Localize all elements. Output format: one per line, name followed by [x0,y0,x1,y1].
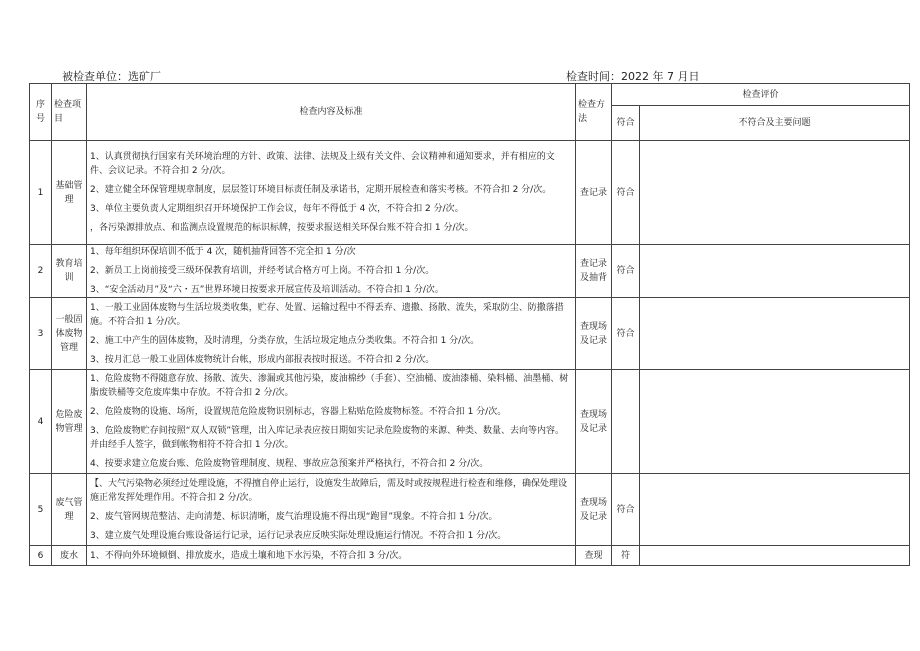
row-method: 查记录及抽背 [576,245,612,298]
row-seq: 6 [30,546,52,566]
header-conform: 符合 [612,106,640,141]
row-problems [640,245,910,298]
row-content [87,298,576,370]
row-problems [640,141,910,245]
row-problems [640,298,910,370]
content-line: 1、认真贯彻执行国家有关环境治理的方针、政策、法律、法规及上级有关文件、会议精神和通知要求，并有相应的文件、会议记录。不符合扣 2 分/次。 [90,152,555,176]
row-conform: 符合 [612,141,640,245]
row-method: 查记录 [576,141,612,245]
header-problems: 不符合及主要问题 [640,106,910,141]
row-item: 危险废物管理 [52,370,87,474]
table-row [30,245,910,298]
row-item: 教育培训 [52,245,87,298]
row-item: 一般固体废物管理 [52,298,87,370]
content-line: 2、废气管网规范整洁、走向清楚、标识清晰，废气治理设施不得出现“跑冒”现象。不符合扣 1 分/次。 [90,511,498,522]
content-line: 1、不得向外环境倾倒、排放废水，造成土壤和地下水污染，不符合扣 3 分/次。 [90,550,408,561]
table-row [30,546,910,566]
content-line: 2、新员工上岗前接受三级环保教育培训，并经考试合格方可上岗。不符合扣 1 分/次。 [90,266,435,276]
row-conform: 符 [612,546,640,566]
content-line: 【、大气污染物必须经过处理设施，不得擅自停止运行，设施发生故障后，需及时或按规程进行检查和维修，确保处理设施正常发挥处理作用。不符合扣 2 分/次。 [90,478,568,503]
row-item: 基础管理 [52,141,87,245]
row-method: 查现场及记录 [576,370,612,474]
table-row [30,370,910,474]
row-seq: 1 [30,141,52,245]
table-row [30,298,910,370]
inspected-unit: 被检查单位：选矿厂 [62,70,161,83]
row-seq: 3 [30,298,52,370]
row-content [87,141,576,245]
row-content [87,546,576,566]
table-row [30,474,910,546]
header-content: 检查内容及标准 [87,84,576,141]
row-item: 废水 [52,546,87,566]
header-method: 检查方法 [576,84,612,141]
content-line: 3、单位主要负责人定期组织召开环境保护工作会议，每年不得低于 4 次，不符合扣 2 分/次。 [90,204,464,214]
content-line: 1、每年组织环保培训不低于 4 次，随机抽背回答不完全扣 1 分/次 [90,247,356,257]
row-content [87,474,576,546]
content-line: 3、建立废气处理设施台账设备运行记录，运行记录表应反映实际处理设施运行情况。不符合扣 1 分/次。 [90,530,507,541]
header-seq: 序号 [30,84,52,141]
row-content [87,370,576,474]
content-line: 2、施工中产生的固体废物，及时清理，分类存放，生活垃圾定地点分类收集。不符合扣 1 分/次。 [90,335,480,346]
row-conform: 符合 [612,245,640,298]
row-conform [612,370,640,474]
content-line: 4、按要求建立危废台账、危险废物管理制度、规程、事故应急预案并严格执行，不符合扣 2 分/次。 [90,459,489,469]
content-line: 1、一般工业固体废物与生活垃圾类收集，贮存、处置、运输过程中不得丢弃、遗撒、扬散、流失，采取防尘、防撒落措施。不符合扣 1 分/次。 [90,302,564,327]
row-conform: 符合 [612,298,640,370]
row-seq: 5 [30,474,52,546]
content-line: 2、建立健全环保管理规章制度，层层签订环境目标责任制及承诺书，定期开展检查和落实考核。不符合扣 2 分/次。 [90,185,552,195]
content-line: 2、危险废物的设施、场所，设置规范危险废物识别标志，容器上粘贴危险废物标签。不符合扣 1 分/次。 [90,407,507,417]
content-line: 1、危险废物不得随意存放、扬散、流失、渗漏或其他污染，废油棉纱（手套）、空油桶、废油漆桶、染料桶、油墨桶、树脂废铁桶等交危废库集中存放。不符合扣 2 分/次。 [90,374,569,398]
table-row [30,141,910,245]
row-content [87,245,576,298]
row-problems [640,474,910,546]
header-item: 检查项目 [52,84,87,141]
row-seq: 4 [30,370,52,474]
header-evaluation: 检查评价 [612,84,910,106]
content-line: ，各污染源排放点、和监测点设置规范的标识标牌，按要求报送相关环保台账不符合扣 1 分/次。 [90,223,474,233]
row-method: 查现场及记录 [576,474,612,546]
inspection-table [29,83,910,566]
content-line: 3、“安全活动月”及“六・五”世界环境日按要求开展宣传及培训活动。不符合扣 1 分/次。 [90,285,444,295]
content-line: 3、按月汇总一般工业固体废物统计台帐，形成内部报表按时报送。不符合扣 2 分/次。 [90,354,435,365]
content-line: 3、危险废物贮存间按照“双人双锁”管理，出入库记录表应按日期如实记录危险废物的来源、种类、数量、去向等内容。并由经手人签字，做到帐物相符不符合扣 1 分/次。 [90,426,565,450]
row-seq: 2 [30,245,52,298]
inspection-date: 检查时间：2022 年 7 月日 [566,70,700,83]
row-problems [640,370,910,474]
row-conform: 符合 [612,474,640,546]
row-method: 查现 [576,546,612,566]
row-method: 查现场及记录 [576,298,612,370]
row-problems [640,546,910,566]
row-item: 废气管理 [52,474,87,546]
